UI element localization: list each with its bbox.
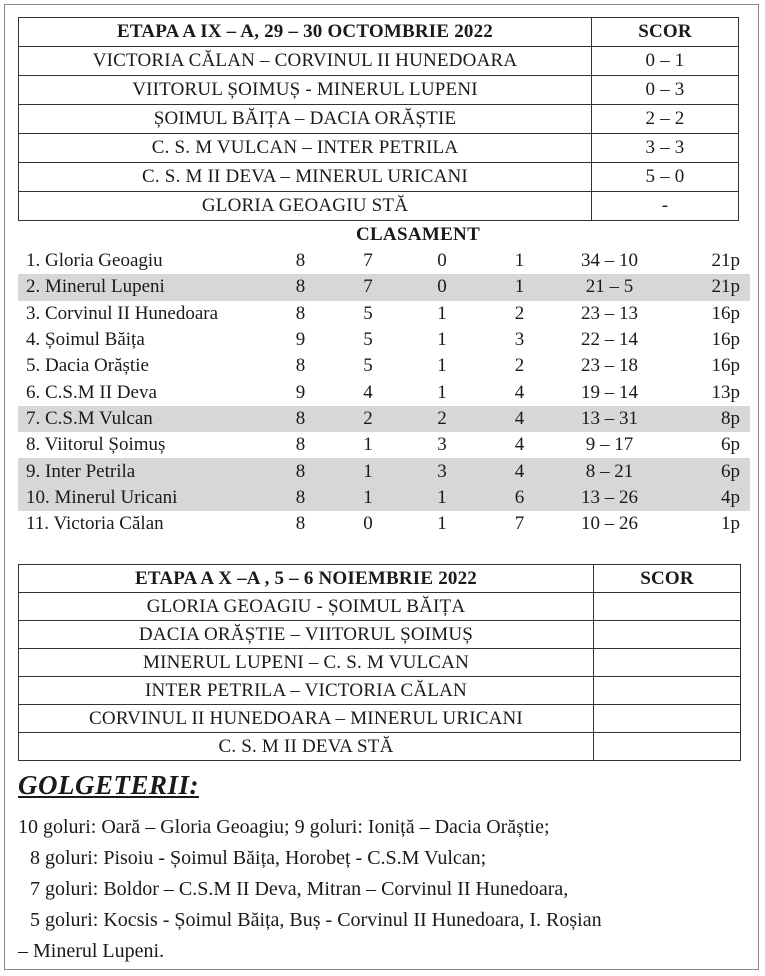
round-9-match-row — [19, 192, 739, 221]
standings-goals: 22 – 14 — [581, 329, 638, 351]
standings-lost: 1 — [472, 274, 567, 300]
standings-row — [18, 432, 750, 458]
standings-drawn: 0 — [437, 250, 447, 272]
scorers-line: 10 goluri: Oară – Gloria Geoagiu; 9 goluri: Ioniță – Dacia Orăștie; — [18, 816, 550, 838]
round-10-match-row — [19, 593, 741, 621]
round-9-match-row — [19, 76, 739, 105]
round-9-match-score: - — [592, 192, 739, 221]
standings-lost: 2 — [514, 302, 525, 324]
standings-goals: 13 – 26 — [567, 485, 652, 511]
round-9-match-name: C. S. M II DEVA – MINERUL URICANI — [19, 163, 592, 192]
round-10-match-name: MINERUL LUPENI – C. S. M VULCAN — [19, 649, 594, 677]
standings-played: 9 — [295, 329, 306, 351]
round-10-match-score — [594, 621, 741, 649]
standings-played: 8 — [277, 274, 324, 300]
round-10-match-score — [594, 593, 741, 621]
standings-played: 8 — [295, 302, 306, 324]
standings-won: 5 — [363, 329, 373, 351]
standings-row — [18, 379, 750, 405]
standings-drawn: 1 — [437, 329, 447, 351]
standings-goals: 23 – 18 — [581, 355, 638, 377]
standings-points: 13p — [711, 381, 740, 403]
round-10-table — [18, 564, 741, 761]
standings-won: 1 — [324, 458, 412, 484]
standings-drawn: 3 — [412, 458, 472, 484]
standings-lost: 4 — [514, 434, 525, 456]
standings-played: 8 — [295, 355, 306, 377]
round-10-match-name: INTER PETRILA – VICTORIA CĂLAN — [19, 677, 594, 705]
standings-won: 1 — [363, 434, 373, 456]
standings-row — [18, 458, 750, 484]
round-9-header-row — [19, 18, 739, 47]
standings-won: 5 — [363, 302, 373, 324]
standings-goals: 23 – 13 — [581, 302, 638, 324]
standings-drawn: 1 — [437, 513, 447, 535]
round-9-table — [18, 17, 739, 221]
round-9-match-name: GLORIA GEOAGIU STĂ — [19, 192, 592, 221]
standings-points: 6p — [652, 458, 750, 484]
round-9-match-row — [19, 47, 739, 76]
standings-points: 6p — [721, 434, 740, 456]
standings-lost: 3 — [514, 329, 525, 351]
scorers-line: – Minerul Lupeni. — [18, 940, 165, 962]
round-9-match-name: VICTORIA CĂLAN – CORVINUL II HUNEDOARA — [19, 47, 592, 76]
standings-lost: 6 — [472, 485, 567, 511]
round-10-match-name: GLORIA GEOAGIU - ȘOIMUL BĂIȚA — [19, 593, 594, 621]
standings-points: 1p — [721, 513, 740, 535]
standings-won: 7 — [324, 274, 412, 300]
standings-won: 7 — [363, 250, 373, 272]
standings-lost: 4 — [472, 406, 567, 432]
round-10-title: ETAPA A X –A , 5 – 6 NOIEMBRIE 2022 — [19, 565, 594, 593]
round-9-match-score: 2 – 2 — [592, 105, 739, 134]
round-9-match-score: 0 – 1 — [592, 47, 739, 76]
standings-won: 1 — [324, 485, 412, 511]
standings-played: 8 — [295, 250, 306, 272]
standings-team: 3. Corvinul II Hunedoara — [26, 302, 219, 324]
standings-played: 9 — [295, 381, 306, 403]
standings-points: 16p — [711, 302, 740, 324]
standings-row — [18, 248, 750, 274]
standings-drawn: 3 — [437, 434, 447, 456]
standings-drawn: 1 — [437, 302, 447, 324]
standings-table — [18, 248, 750, 537]
standings-row — [18, 406, 750, 432]
standings-row — [18, 274, 750, 300]
standings-lost: 1 — [514, 250, 525, 272]
round-10-match-row — [19, 733, 741, 761]
round-10-match-score — [594, 649, 741, 677]
round-9-score-header: SCOR — [592, 18, 739, 47]
round-10-match-row — [19, 705, 741, 733]
round-10-match-score — [594, 677, 741, 705]
standings-team: 5. Dacia Orăștie — [26, 355, 149, 377]
standings-row — [18, 327, 750, 353]
standings-lost: 2 — [514, 355, 525, 377]
round-9-match-name: C. S. M VULCAN – INTER PETRILA — [19, 134, 592, 163]
round-10-match-name: C. S. M II DEVA STĂ — [19, 733, 594, 761]
standings-played: 8 — [277, 485, 324, 511]
standings-team: 8. Viitorul Șoimuș — [26, 434, 166, 456]
scorers-list — [18, 812, 750, 967]
scorers-line: 8 goluri: Pisoiu - Șoimul Băița, Horobeț - C.S.M Vulcan; — [30, 847, 487, 869]
scorers-line: 7 goluri: Boldor – C.S.M II Deva, Mitran – Corvinul II Hunedoara, — [30, 878, 569, 900]
standings-drawn: 1 — [412, 485, 472, 511]
standings-team: 9. Inter Petrila — [18, 458, 277, 484]
standings-team: 6. C.S.M II Deva — [26, 381, 157, 403]
standings-played: 8 — [295, 513, 306, 535]
standings-team: 10. Minerul Uricani — [18, 485, 277, 511]
round-10-match-score — [594, 705, 741, 733]
round-9-match-score: 0 – 3 — [592, 76, 739, 105]
standings-won: 2 — [324, 406, 412, 432]
scorers-title: GOLGETERII: — [18, 770, 200, 800]
round-10-match-row — [19, 621, 741, 649]
round-9-match-score: 3 – 3 — [592, 134, 739, 163]
round-9-match-name: ȘOIMUL BĂIȚA – DACIA ORĂȘTIE — [19, 105, 592, 134]
standings-goals: 19 – 14 — [581, 381, 638, 403]
standings-goals: 10 – 26 — [581, 513, 638, 535]
round-10-match-row — [19, 649, 741, 677]
round-9-match-row — [19, 163, 739, 192]
standings-points: 4p — [652, 485, 750, 511]
standings-goals: 8 – 21 — [567, 458, 652, 484]
scorers-line: 5 goluri: Kocsis - Șoimul Băița, Buș - Corvinul II Hunedoara, I. Roșian — [30, 909, 602, 931]
standings-played: 8 — [277, 406, 324, 432]
standings-won: 4 — [363, 381, 373, 403]
standings-team: 1. Gloria Geoagiu — [26, 250, 163, 272]
standings-drawn: 0 — [412, 274, 472, 300]
standings-team: 7. C.S.M Vulcan — [18, 406, 277, 432]
round-9-match-name: VIITORUL ȘOIMUȘ - MINERUL LUPENI — [19, 76, 592, 105]
standings-drawn: 1 — [437, 381, 447, 403]
round-9-match-score: 5 – 0 — [592, 163, 739, 192]
standings-lost: 4 — [472, 458, 567, 484]
round-10-score-header: SCOR — [594, 565, 741, 593]
standings-drawn: 1 — [437, 355, 447, 377]
round-9-match-row — [19, 105, 739, 134]
round-10-match-score — [594, 733, 741, 761]
standings-played: 8 — [295, 434, 306, 456]
standings-goals: 34 – 10 — [581, 250, 638, 272]
standings-row — [18, 511, 750, 537]
round-9-match-row — [19, 134, 739, 163]
standings-goals: 9 – 17 — [585, 434, 634, 456]
standings-lost: 4 — [514, 381, 525, 403]
standings-team: 2. Minerul Lupeni — [18, 274, 277, 300]
standings-goals: 13 – 31 — [567, 406, 652, 432]
standings-title: CLASAMENT — [355, 224, 481, 245]
standings-points: 21p — [711, 250, 740, 272]
standings-row — [18, 353, 750, 379]
standings-row — [18, 485, 750, 511]
round-10-match-row — [19, 677, 741, 705]
round-10-match-name: DACIA ORĂȘTIE – VIITORUL ȘOIMUȘ — [19, 621, 594, 649]
standings-points: 16p — [711, 355, 740, 377]
standings-won: 5 — [363, 355, 373, 377]
round-10-match-name: CORVINUL II HUNEDOARA – MINERUL URICANI — [19, 705, 594, 733]
round-10-header-row — [19, 565, 741, 593]
standings-points: 8p — [652, 406, 750, 432]
standings-row — [18, 301, 750, 327]
standings-team: 11. Victoria Călan — [26, 513, 164, 535]
standings-won: 0 — [363, 513, 373, 535]
standings-played: 8 — [277, 458, 324, 484]
standings-points: 21p — [652, 274, 750, 300]
standings-goals: 21 – 5 — [567, 274, 652, 300]
standings-points: 16p — [711, 329, 740, 351]
standings-drawn: 2 — [412, 406, 472, 432]
standings-team: 4. Șoimul Băița — [26, 329, 145, 351]
round-9-title: ETAPA A IX – A, 29 – 30 OCTOMBRIE 2022 — [19, 18, 592, 47]
standings-lost: 7 — [514, 513, 525, 535]
